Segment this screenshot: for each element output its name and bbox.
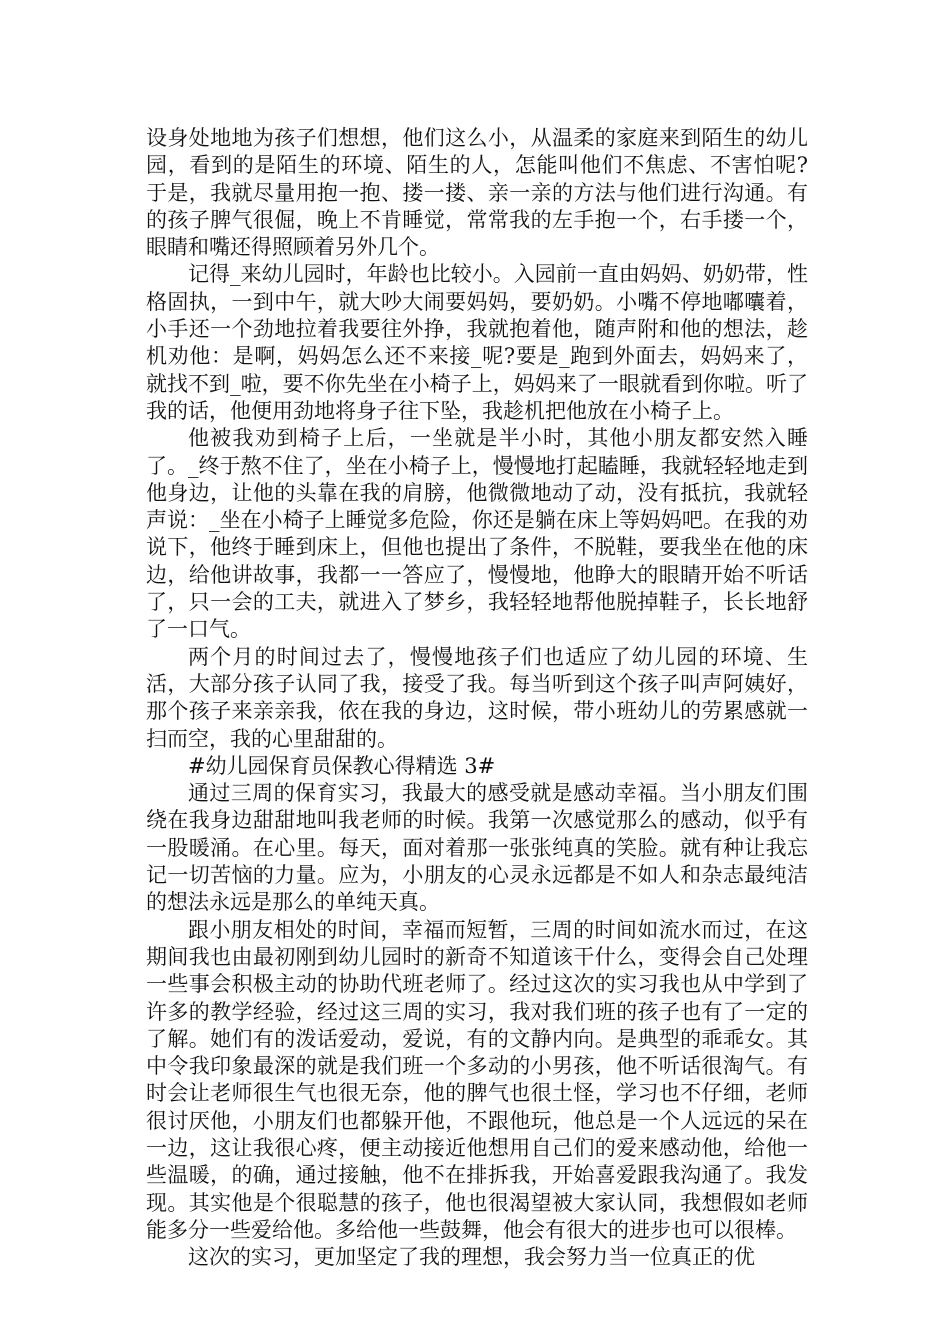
paragraph: 通过三周的保育实习，我最大的感受就是感动幸福。当小朋友们围绕在我身边甜甜地叫我老师的时候。我第一次感觉那么的感动，似乎有一股暖涌。在心里。每天，面对着那一张张纯真的笑脸。就有种让我忘记一切苦恼的力量。应为，小朋友的心灵永远都是不如人和杂志最纯洁的想法永远是那么的单纯天真。 [146,781,808,915]
paragraph: 这次的实习，更加坚定了我的理想，我会努力当一位真正的优 [188,1245,755,1270]
body-text [146,125,808,1271]
paragraph: 跟小朋友相处的时间，幸福而短暂，三周的时间如流水而过，在这期间我也由最初刚到幼儿园时的新奇不知道该干什么，变得会自己处理一些事会积极主动的协助代班老师了。经过这次的实习我也从中学到了许多的教学经验，经过这三周的实习，我对我们班的孩子也有了一定的了解。她们有的泼话爱动，爱说，有的文静内向。是典型的乖乖女。其中令我印象最深的就是我们班一个多动的小男孩，他不听话很淘气。有时会让老师很生气也很无奈，他的脾气也很土怪，学习也不仔细，老师很讨厌他，小朋友们也都躲开他，不跟他玩，他总是一个人远远的呆在一边，这让我很心疼，便主动接近他想用自己们的爱来感动他，给他一些温暖，的确，通过接触，他不在排拆我，开始喜爱跟我沟通了。我发现。其实他是个很聪慧的孩子，他也很渴望被大家认同，我想假如老师能多分一些爱给他。多给他一些鼓舞，他会有很大的进步也可以很棒。 [146,917,808,1242]
section-heading: #幼儿园保育员保教心得精选 3# [188,753,496,778]
paragraph: 他被我劝到椅子上后，一坐就是半小时，其他小朋友都安然入睡了。_终于熬不住了，坐在小椅子上，慢慢地打起瞌睡，我就轻轻地走到他身边，让他的头靠在我的肩膀，他微微地动了动，没有抵抗，我就轻声说：_坐在小椅子上睡觉多危险，你还是躺在床上等妈妈吧。在我的劝说下，他终于睡到床上，但他也提出了条件，不脱鞋，要我坐在他的床边，给他讲故事，我都一一答应了，慢慢地，他睁大的眼睛开始不听话了，只一会的工夫，就进入了梦乡，我轻轻地帮他脱掉鞋子，长长地舒了一口气。 [146,426,808,642]
paragraph: 记得_来幼儿园时，年龄也比较小。入园前一直由妈妈、奶奶带，性格固执，一到中午，就大吵大闹要妈妈，要奶奶。小嘴不停地嘟囔着，小手还一个劲地拉着我要往外挣，我就抱着他，随声附和他的想法，趁机劝他：是啊，妈妈怎么还不来接_呢?要是_跑到外面去，妈妈来了，就找不到_啦，要不你先坐在小椅子上，妈妈来了一眼就看到你啦。听了我的话，他便用劲地将身子往下坠，我趁机把他放在小椅子上。 [146,262,808,423]
paragraph: 两个月的时间过去了，慢慢地孩子们也适应了幼儿园的环境、生活，大部分孩子认同了我，接受了我。每当听到这个孩子叫声阿姨好，那个孩子来亲亲我，依在我的身边，这时候，带小班幼儿的劳累感就一扫而空，我的心里甜甜的。 [146,644,808,751]
paragraph: 设身处地地为孩子们想想，他们这么小，从温柔的家庭来到陌生的幼儿园，看到的是陌生的环境、陌生的人，怎能叫他们不焦虑、不害怕呢?于是，我就尽量用抱一抱、搂一搂、亲一亲的方法与他们进行沟通。有的孩子脾气很倔，晚上不肯睡觉，常常我的左手抱一个，右手搂一个，眼睛和嘴还得照顾着另外几个。 [146,126,808,260]
